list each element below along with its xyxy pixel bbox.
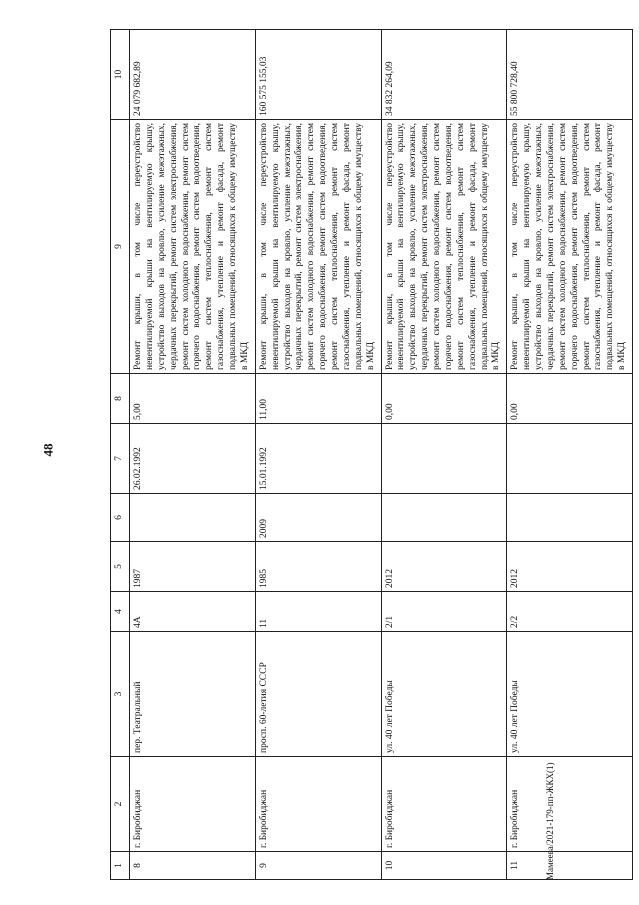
header-cell: 10 xyxy=(111,30,130,120)
street-cell: ул. 40 лет Победы xyxy=(507,632,633,757)
year-reno-cell: 2009 xyxy=(255,494,381,542)
table-row xyxy=(381,30,507,880)
header-cell: 8 xyxy=(111,374,130,424)
year-built-cell: 2012 xyxy=(507,542,633,592)
row-number: 10 xyxy=(381,852,507,880)
house-cell: 2/2 xyxy=(507,592,633,632)
page-number: 48 xyxy=(40,443,56,457)
header-cell: 7 xyxy=(111,424,130,494)
row-number: 11 xyxy=(507,852,633,880)
header-cell: 1 xyxy=(111,852,130,880)
city-cell: г. Биробиджан xyxy=(255,757,381,852)
row-number: 9 xyxy=(255,852,381,880)
city-cell: г. Биробиджан xyxy=(130,757,256,852)
value-cell: 0,00 xyxy=(507,374,633,424)
date-cell xyxy=(507,424,633,494)
header-cell: 2 xyxy=(111,757,130,852)
sum-cell: 160 575 155,03 xyxy=(255,30,381,120)
street-cell: просп. 60-летия СССР xyxy=(255,632,381,757)
houses-table xyxy=(110,29,633,880)
house-cell: 2/1 xyxy=(381,592,507,632)
header-cell: 3 xyxy=(111,632,130,757)
year-reno-cell xyxy=(381,494,507,542)
document-footer: Мамеева/2021-179-пп-ЖКХ(1) xyxy=(545,762,555,880)
year-built-cell: 1987 xyxy=(130,542,256,592)
header-row xyxy=(111,30,130,880)
house-cell: 4А xyxy=(130,592,256,632)
sum-cell: 24 079 682,89 xyxy=(130,30,256,120)
value-cell: 0,00 xyxy=(381,374,507,424)
header-cell: 4 xyxy=(111,592,130,632)
street-cell: ул. 40 лет Победы xyxy=(381,632,507,757)
year-reno-cell xyxy=(130,494,256,542)
date-cell xyxy=(381,424,507,494)
sum-cell: 34 832 264,09 xyxy=(381,30,507,120)
house-cell: 11 xyxy=(255,592,381,632)
city-cell: г. Биробиджан xyxy=(381,757,507,852)
works-cell: Ремонт крыши, в том числе переустройство невентилируемой крыши на вентилируемую крышу, устройство выходов на кровлю, усиление межэтажных, чердачных перекрытий, ремонт систем электроснабжения, ремонт систем холодного водоснабжения, ремонт систем горячего водоснабжения, ремонт систем водоотведения, ремонт систем теплоснабжения, ремонт систем газоснабжения, утепление и ремонт фасада, ремонт подвальных помещений, относящихся к общему имуществу в МКД xyxy=(507,120,633,374)
works-cell: Ремонт крыши, в том числе переустройство невентилируемой крыши на вентилируемую крышу, устройство выходов на кровлю, усиление межэтажных, чердачных перекрытий, ремонт систем электроснабжения, ремонт систем холодного водоснабжения, ремонт систем горячего водоснабжения, ремонт систем водоотведения, ремонт систем теплоснабжения, ремонт систем газоснабжения, утепление и ремонт фасада, ремонт подвальных помещений, относящихся к общему имуществу в МКД xyxy=(381,120,507,374)
table-row xyxy=(130,30,256,880)
city-cell: г. Биробиджан xyxy=(507,757,633,852)
header-cell: 6 xyxy=(111,494,130,542)
year-reno-cell xyxy=(507,494,633,542)
table-row xyxy=(507,30,633,880)
date-cell: 26.02.1992 xyxy=(130,424,256,494)
header-cell: 5 xyxy=(111,542,130,592)
row-number: 8 xyxy=(130,852,256,880)
works-cell: Ремонт крыши, в том числе переустройство невентилируемой крыши на вентилируемую крышу, устройство выходов на кровлю, усиление межэтажных, чердачных перекрытий, ремонт систем электроснабжения, ремонт систем холодного водоснабжения, ремонт систем горячего водоснабжения, ремонт систем водоотведения, ремонт систем теплоснабжения, ремонт систем газоснабжения, утепление и ремонт фасада, ремонт подвальных помещений, относящихся к общему имуществу в МКД xyxy=(255,120,381,374)
year-built-cell: 2012 xyxy=(381,542,507,592)
street-cell: пер. Театральный xyxy=(130,632,256,757)
rotated-table-container xyxy=(110,30,628,880)
sum-cell: 55 800 728,40 xyxy=(507,30,633,120)
value-cell: 11,00 xyxy=(255,374,381,424)
date-cell: 15.01.1992 xyxy=(255,424,381,494)
value-cell: 5,00 xyxy=(130,374,256,424)
table-row xyxy=(255,30,381,880)
works-cell: Ремонт крыши, в том числе переустройство невентилируемой крыши на вентилируемую крышу, устройство выходов на кровлю, усиление межэтажных, чердачных перекрытий, ремонт систем электроснабжения, ремонт систем холодного водоснабжения, ремонт систем горячего водоснабжения, ремонт систем водоотведения, ремонт систем теплоснабжения, ремонт систем газоснабжения, утепление и ремонт фасада, ремонт подвальных помещений, относящихся к общему имуществу в МКД xyxy=(130,120,256,374)
header-cell: 9 xyxy=(111,120,130,374)
year-built-cell: 1985 xyxy=(255,542,381,592)
